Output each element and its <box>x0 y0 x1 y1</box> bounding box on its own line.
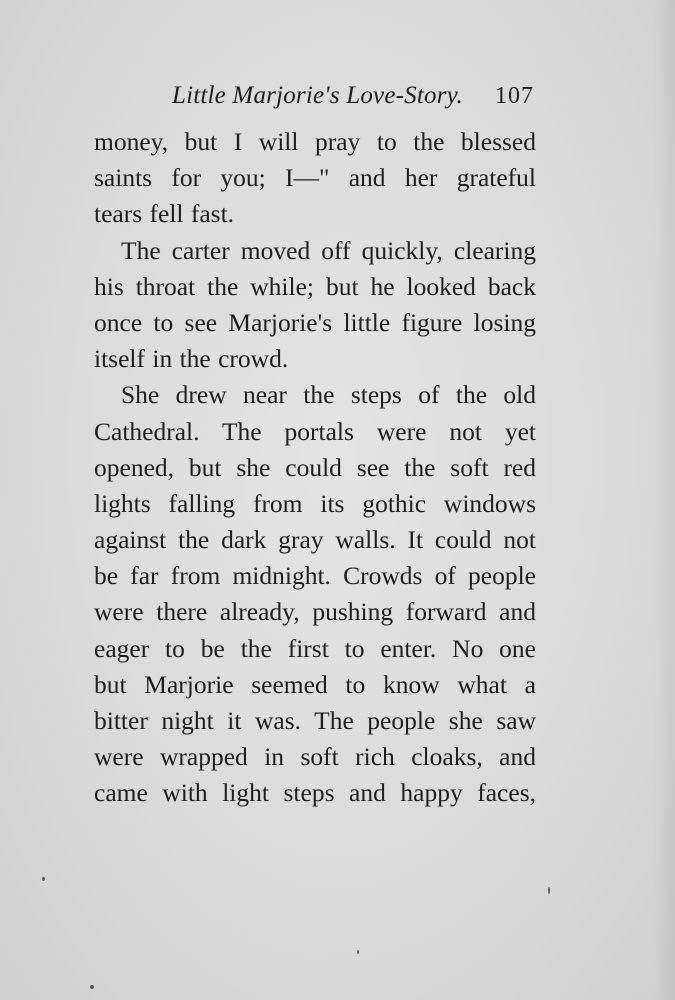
scan-speck <box>42 877 45 881</box>
text-line: once to see Marjorie's little figure losing <box>94 307 536 337</box>
text-line: lights falling from its gothic windows <box>94 488 536 518</box>
text-line: came with light steps and happy faces, <box>94 778 536 808</box>
text-line: She drew near the steps of the old <box>121 380 536 410</box>
text-line: itself in the crowd. <box>94 344 289 374</box>
text-line: were wrapped in soft rich cloaks, and <box>94 742 536 772</box>
text-line: be far from midnight. Crowds of people <box>94 561 536 591</box>
text-line: The carter moved off quickly, clearing <box>121 235 536 265</box>
text-line: bitter night it was. The people she saw <box>94 706 536 735</box>
text-line: his throat the while; but he looked back <box>94 271 536 301</box>
body-text <box>94 124 536 812</box>
scan-speck <box>357 950 359 954</box>
text-line: against the dark gray walls. It could not <box>94 525 536 555</box>
text-line: saints for you; I—" and her grateful <box>94 163 536 193</box>
scan-speck <box>548 887 550 894</box>
page-number: 107 <box>495 83 534 109</box>
text-line: were there already, pushing forward and <box>94 597 536 627</box>
text-line: eager to be the first to enter. No one <box>94 633 536 663</box>
text-line: Cathedral. The portals were not yet <box>94 416 536 446</box>
scan-speck <box>90 985 94 989</box>
text-line: but Marjorie seemed to know what a <box>94 669 536 699</box>
page-header <box>92 76 538 116</box>
page-edge-shadow <box>653 0 675 1000</box>
text-line: money, but I will pray to the blessed <box>94 127 536 156</box>
text-line: tears fell fast. <box>94 199 235 229</box>
running-title: Little Marjorie's Love-Story. <box>172 82 463 109</box>
text-line: opened, but she could see the soft red <box>94 452 536 482</box>
